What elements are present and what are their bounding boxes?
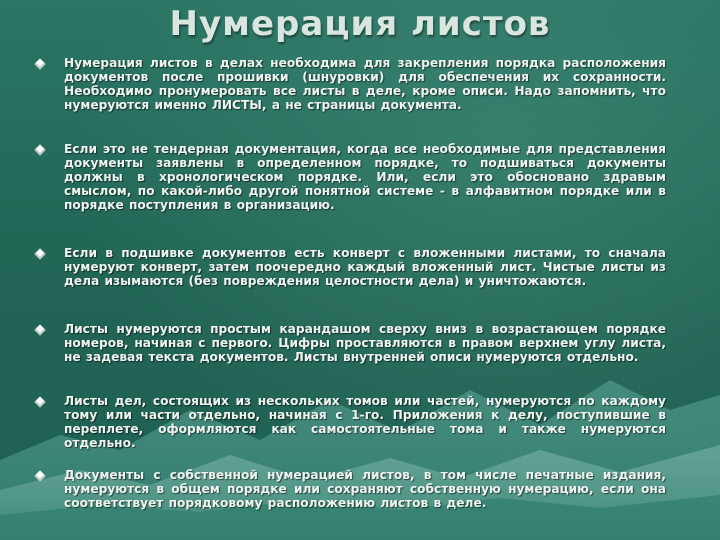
diamond-bullet-icon bbox=[34, 144, 45, 155]
bullet-text: Если в подшивке документов есть конверт с вложенными листами, то сначала нумеруют конверт, затем поочередно каждый вложенный лист. Чистые листы из дела изымаются (без повреждения целостности дела) и уничтожаются. bbox=[64, 246, 666, 288]
slide-title: Нумерация листов bbox=[169, 4, 551, 44]
bullet-text: Документы с собственной нумерацией листов, в том числе печатные издания, нумеруются в общем порядке или сохраняют собственную нумерацию, если она соответствует порядковому расположению листов в деле. bbox=[64, 468, 666, 510]
bullet-text: Нумерация листов в делах необходима для закрепления порядка расположения документов после прошивки (шнуровки) для обеспечения их сохранности. Необходимо пронумеровать все листы в деле, кроме описи. Надо запомнить, что нумеруются именно ЛИСТЫ, а не страницы документа. bbox=[64, 56, 666, 112]
diamond-bullet-icon bbox=[34, 248, 45, 259]
bullet-text: Если это не тендерная документация, когда все необходимые для представления документы заявлены в определенном порядке, то подшиваться документы должны в хронологическом порядке. Или, если это обосновано здравым смыслом, по какой-либо другой понятной системе - в алфавитном порядке или в порядке поступления в организацию. bbox=[64, 142, 666, 212]
bullet-text: Листы дел, состоящих из нескольких томов или частей, нумеруются по каждому тому или части отдельно, начиная с 1-го. Приложения к делу, поступившие в переплете, оформляются как самостоятельные тома и также нумеруются отдельно. bbox=[64, 394, 666, 450]
diamond-bullet-icon bbox=[34, 324, 45, 335]
diamond-bullet-icon bbox=[34, 58, 45, 69]
bullet-text: Листы нумеруются простым карандашом сверху вниз в возрастающем порядке номеров, начиная с первого. Цифры проставляются в правом верхнем углу листа, не задевая текста документов. Листы внутренней описи нумеруются отдельно. bbox=[64, 322, 666, 364]
